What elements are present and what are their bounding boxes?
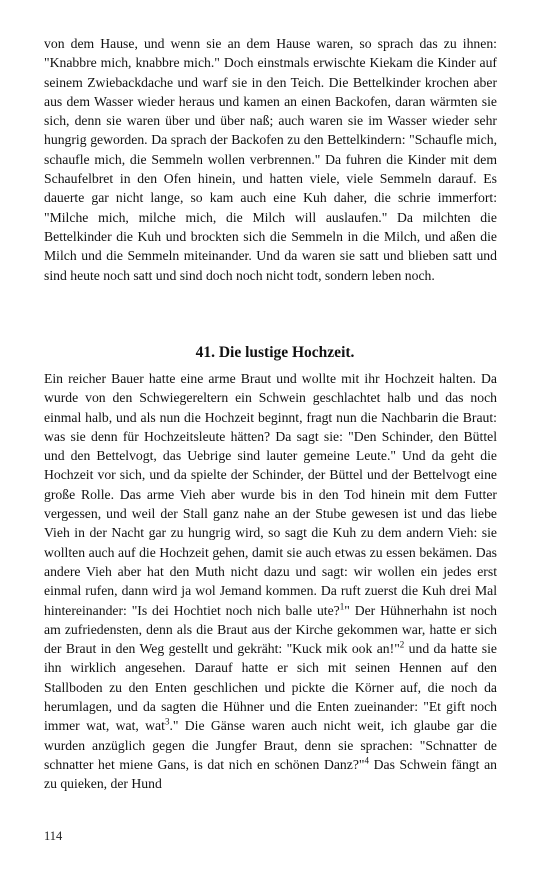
chapter-paragraph [44, 369, 497, 794]
chapter-body [44, 369, 497, 794]
footnote-marker: 3 [164, 716, 170, 727]
text-segment: " Der Hühnerhahn ist noch am zufriedensten, denn als die Braut aus der Kirche gekommen war, hatte er sich der Braut in den Weg gestellt und gekräht: "Kuck mik ook an!" [44, 602, 497, 657]
continued-text: von dem Hause, und wenn sie an dem Hause waren, so sprach das zu ihnen: "Knabbre mich, knabbre mich." Doch einstmals erwischte Kiekam die Kinder auf seinem Zwiebackdache und warf sie in den Teich. Die Bettelkinder krochen aber aus dem Wasser wieder heraus und kamen an einen Backofen, daran wärmten sie sich, denn sie waren über und über naß; auch waren sie im Wasser wieder sehr hungrig geworden. Da sprach der Backofen zu den Bettelkindern: "Schaufle mich, schaufle mich, die Semmeln wollen verbrennen." Da fuhren die Kinder mit dem Schaufelbret in den Ofen hinein, und hatten viele, viele Semmeln darauf. Es dauerte gar nicht lange, so kam auch eine Kuh daher, die schrie immerfort: "Milche mich, milche mich, die Milch will auslaufen." Da milchten die Bettelkinder die Kuh und brockten sich die Semmeln in die Milch, und aßen die Milch und die Semmeln miteinander. Und da waren sie satt und blieben satt und sind heute noch satt und sind doch noch nicht todt, sondern leben noch. [44, 36, 497, 283]
text-segment: und da hatte sie ihn wirklich angesehen. Darauf hatte er sich mit seinen Hennen auf den Stallboden zu den Enten geschlichen und pickte die Körner auf, die noch da herumlagen, und da sagten die Hühner und die Enten zueinander: "Et gift noch immer wat, wat, wat [44, 641, 497, 734]
footnote-marker: 2 [399, 639, 405, 650]
footnote-marker: 4 [364, 755, 370, 766]
page-number: 114 [44, 829, 63, 843]
chapter-heading: 41. Die lustige Hochzeit. [195, 344, 355, 361]
continued-paragraph [44, 34, 497, 285]
footnote-marker: 1 [339, 601, 345, 611]
text-segment: Das Schwein fängt an zu quieken, der Hund [44, 756, 497, 792]
text-segment: ." Die Gänse waren auch nicht weit, ich glaube gar die wurden anzüglich gegen die Jungfer Braut, denn sie sprachen: "Schnatter de schnatter het miene Gans, is dat nich en schönen Danz?" [44, 718, 497, 772]
text-segment: Ein reicher Bauer hatte eine arme Braut und wollte mit ihr Hochzeit halten. Da wurde von den Schwiegereltern ein Schwein geschlachtet halb und das noch einmal halb, und als nun die Hochzeit beginnt, fragt nun die Nachbarin die Braut: was sie denn für Hochzeitsleute hätten? Da sagt sie: "Den Schinder, den Büttel und den Bettelvogt, das Uebrige sind lauter gemeine Leute." Und da geht die Hochzeit vor sich, und da spielte der Schinder, der Büttel und der Bettelvogt eine große Rolle. Das arme Vieh aber wurde bis in den Tod hinein mit dem Futter vergessen, und weil der Stall ganz nahe an der Stube gewesen ist und das liebe Vieh in der Nacht gar zu hungrig wird, so sagt die Kuh zu dem andern Vieh: sie wollten auch auf die Hochzeit gehen, damit sie auch etwas zu essen bekämen. Das andere Vieh aber hat den Muth nicht dazu und sagt: wir wollen ein jedes erst einmal rufen, dann wird ja wol Jemand kommen. Da ruft zuerst die Kuh drei Mal hintereinander: "Is dei Hochtiet noch nich balle ute? [44, 371, 497, 618]
